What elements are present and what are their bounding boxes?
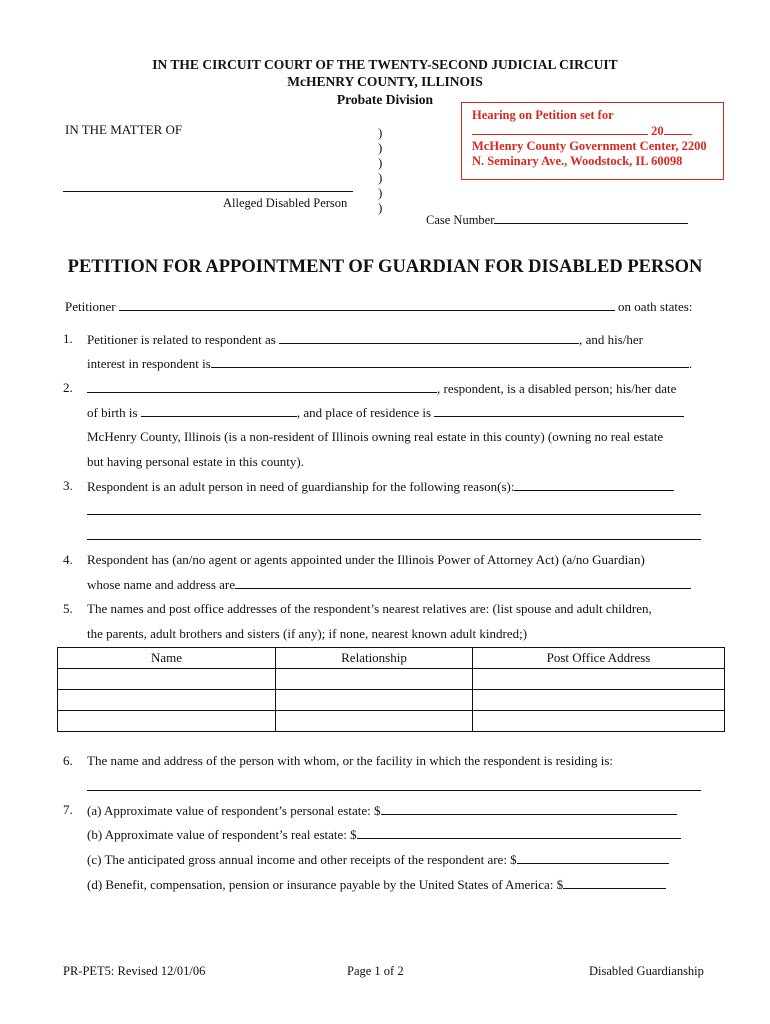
item-7-text: (d) Benefit, compensation, pension or insurance payable by the United States of America: $ (87, 877, 564, 892)
item-1-text: , and his/her (579, 332, 643, 347)
petitioner-suffix: on oath states: (618, 299, 693, 314)
personal-estate-field[interactable] (381, 802, 677, 815)
item-2-text: of birth is (87, 405, 138, 420)
item-1-line2 (87, 355, 692, 372)
relative-address-cell[interactable] (473, 711, 725, 732)
item-3-line1 (87, 478, 674, 495)
item-7-text: (c) The anticipated gross annual income and other receipts of the respondent are: $ (87, 852, 517, 867)
table-row (58, 711, 725, 732)
county-name: McHENRY COUNTY, ILLINOIS (287, 74, 483, 89)
alleged-disabled-person-label: Alleged Disabled Person (223, 196, 348, 210)
item-2-line3: McHenry County, Illinois (is a non-resident of Illinois owning real estate in this county) (owning no real estate (87, 429, 664, 444)
item-number: 7. (63, 802, 73, 817)
item-2-line1 (87, 380, 676, 397)
relationship-field[interactable] (279, 331, 579, 344)
item-4-line1: Respondent has (an/no agent or agents appointed under the Illinois Power of Attorney Act) (a/no Guardian) (87, 552, 645, 567)
item-3-text: Respondent is an adult person in need of guardianship for the following reason(s): (87, 479, 515, 494)
item-7b (87, 826, 681, 843)
hearing-year-prefix: 20 (651, 124, 664, 138)
item-4-text: whose name and address are (87, 577, 235, 592)
petitioner-row (65, 298, 692, 315)
hearing-date-row (472, 123, 692, 139)
relative-relationship-cell[interactable] (276, 690, 473, 711)
caption-paren: ) (378, 125, 383, 140)
reasons-field[interactable] (514, 478, 674, 491)
petitioner-name-field[interactable] (119, 298, 615, 311)
item-number: 5. (63, 601, 73, 616)
caption-paren: ) (378, 140, 383, 155)
relative-name-cell[interactable] (58, 690, 276, 711)
relative-address-cell[interactable] (473, 690, 725, 711)
form-category: Disabled Guardianship (589, 964, 704, 978)
relative-address-cell[interactable] (473, 669, 725, 690)
item-1-text: interest in respondent is (87, 356, 211, 371)
reasons-field-line3[interactable] (87, 539, 701, 540)
caption-paren: ) (378, 185, 383, 200)
federal-benefits-field[interactable] (563, 876, 666, 889)
petitioner-label: Petitioner (65, 299, 116, 314)
table-row (58, 690, 725, 711)
hearing-date-field[interactable] (472, 123, 648, 135)
item-5-line2: the parents, adult brothers and sisters (if any); if none, nearest known adult kindred;) (87, 626, 528, 641)
caption-paren: ) (378, 155, 383, 170)
hearing-location-line1: McHenry County Government Center, 2200 (472, 139, 707, 153)
date-of-birth-field[interactable] (141, 404, 297, 417)
item-7-text: (b) Approximate value of respondent’s real estate: $ (87, 827, 357, 842)
item-1-text: Petitioner is related to respondent as (87, 332, 276, 347)
table-row (58, 669, 725, 690)
respondent-name-field[interactable] (87, 380, 437, 393)
division-name: Probate Division (336, 92, 434, 107)
item-2-text: , and place of residence is (296, 405, 432, 420)
item-number: 3. (63, 478, 73, 493)
column-header-address: Post Office Address (473, 648, 725, 669)
item-6-line1: The name and address of the person with whom, or the facility in which the respondent is residing is: (87, 753, 614, 768)
item-1-line1 (87, 331, 643, 348)
hearing-year-field[interactable] (664, 123, 692, 135)
hearing-location-line2: N. Seminary Ave., Woodstock, IL 60098 (472, 154, 683, 168)
item-7c (87, 851, 669, 868)
item-7-text: (a) Approximate value of respondent’s personal estate: $ (87, 803, 381, 818)
page-number: Page 1 of 2 (347, 964, 404, 978)
hearing-heading: Hearing on Petition set for (472, 108, 614, 122)
item-number: 1. (63, 331, 73, 346)
agent-name-address-field[interactable] (235, 576, 691, 589)
item-5-line1: The names and post office addresses of the respondent’s nearest relatives are: (list spouse and adult children, (87, 601, 652, 616)
item-number: 4. (63, 552, 73, 567)
reasons-field-line2[interactable] (87, 514, 701, 515)
real-estate-field[interactable] (357, 826, 681, 839)
table-header-row (58, 648, 725, 669)
relative-name-cell[interactable] (58, 669, 276, 690)
relative-relationship-cell[interactable] (276, 669, 473, 690)
case-number-label: Case Number (426, 213, 495, 227)
case-number-field[interactable] (494, 211, 688, 224)
relatives-table (57, 647, 725, 732)
caption-paren: ) (378, 170, 383, 185)
annual-income-field[interactable] (517, 851, 669, 864)
caption-paren: ) (378, 200, 383, 215)
column-header-relationship: Relationship (276, 648, 473, 669)
disabled-person-name-field[interactable] (63, 191, 353, 192)
in-the-matter-of: IN THE MATTER OF (65, 122, 183, 137)
document-title: PETITION FOR APPOINTMENT OF GUARDIAN FOR DISABLED PERSON (67, 257, 703, 277)
item-7d (87, 876, 666, 893)
item-2-text: , respondent, is a disabled person; his/her date (437, 381, 677, 396)
residence-field[interactable] (434, 404, 684, 417)
form-id: PR-PET5: Revised 12/01/06 (63, 964, 206, 978)
item-2-line2 (87, 404, 684, 421)
relative-name-cell[interactable] (58, 711, 276, 732)
court-name: IN THE CIRCUIT COURT OF THE TWENTY-SECOND JUDICIAL CIRCUIT (152, 57, 618, 72)
item-7a (87, 802, 677, 819)
residence-facility-field[interactable] (87, 790, 701, 791)
relative-relationship-cell[interactable] (276, 711, 473, 732)
item-2-line4: but having personal estate in this county). (87, 454, 304, 469)
item-number: 2. (63, 380, 73, 395)
hearing-notice-box (461, 102, 724, 180)
interest-field[interactable] (211, 355, 689, 368)
item-number: 6. (63, 753, 73, 768)
case-number-row (426, 211, 688, 228)
item-1-text: . (688, 356, 693, 371)
item-4-line2 (87, 576, 691, 593)
column-header-name: Name (58, 648, 276, 669)
